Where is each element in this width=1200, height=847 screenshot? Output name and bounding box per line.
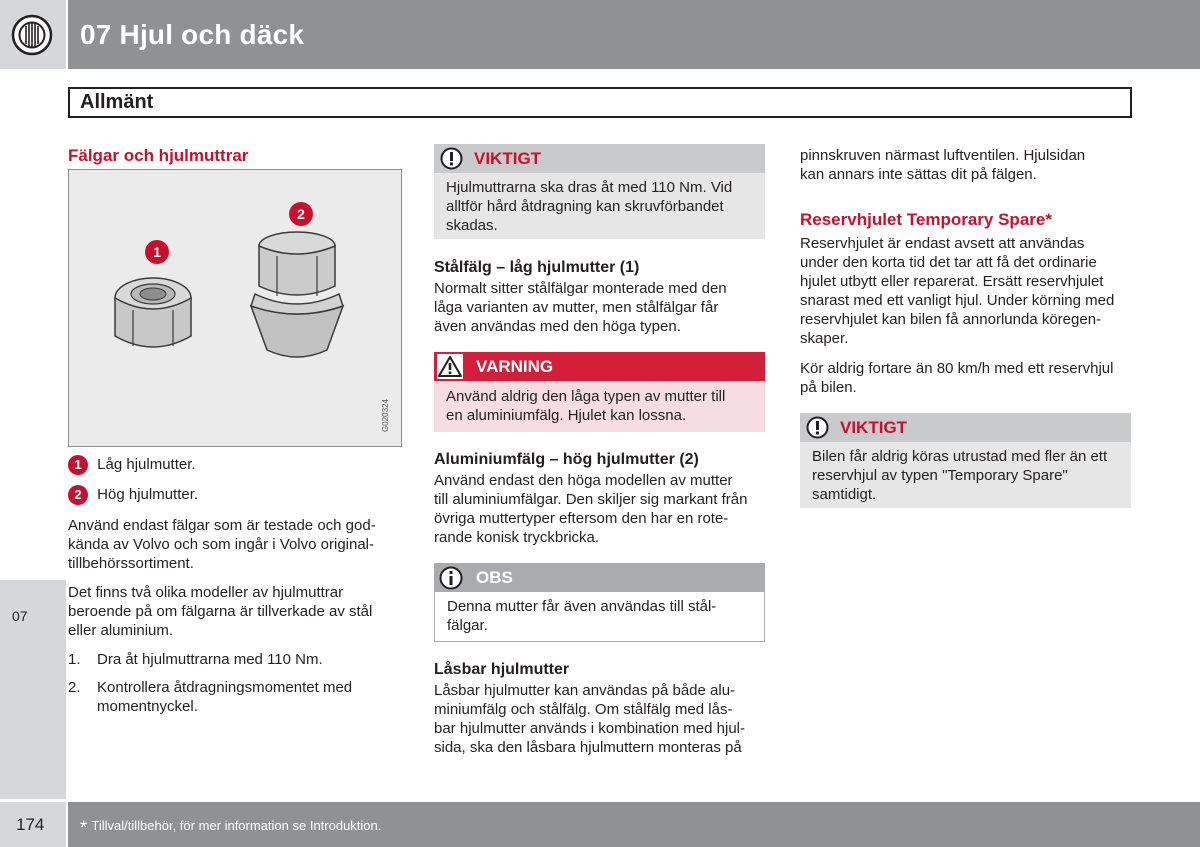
locking-nut-heading: Låsbar hjulmutter: [434, 661, 570, 678]
warning-triangle-icon: [437, 354, 463, 379]
aluminium-rim-paragraph: [434, 471, 779, 547]
paragraph-line: Kör aldrig fortare än 80 km/h med ett reservhjul: [800, 360, 1114, 377]
paragraph-line: tillbehörssortiment.: [68, 555, 194, 572]
chapter-side-tab: [0, 580, 66, 799]
paragraph-line: sida, ska den låsbara hjulmuttern monteras på: [434, 739, 742, 756]
figure-code: G020324: [381, 399, 390, 432]
paragraph-line: skaper.: [800, 330, 849, 347]
important-notice-body: [434, 173, 765, 239]
paragraph-line: snarast med ett vanligt hjul. Under körning med: [800, 292, 1115, 309]
paragraph-line: Använd endast den höga modellen av mutter: [434, 472, 733, 489]
spare-wheel-paragraph-2: [800, 359, 1145, 397]
important-notice-1: [434, 144, 765, 239]
notice-line: Denna mutter får även användas till stål-: [447, 598, 717, 615]
important-notice-header: [434, 144, 765, 173]
paragraph-line: även användas med den höga typen.: [434, 318, 681, 335]
legend-text-2: Hög hjulmutter.: [97, 486, 199, 503]
paragraph-line: pinnskruven närmast luftventilen. Hjulsidan: [800, 147, 1086, 164]
wheel-nut-figure: [68, 169, 402, 447]
important-notice-title: VIKTIGT: [474, 149, 542, 168]
high-nut-drawing: [251, 232, 343, 357]
step-number: 1.: [68, 651, 81, 668]
notice-line: skadas.: [446, 217, 498, 234]
note-notice-header: [434, 563, 765, 592]
continued-paragraph: [800, 146, 1145, 184]
important-notice-2: [800, 413, 1131, 508]
notice-line: Hjulmuttrarna ska dras åt med 110 Nm. Vid: [446, 179, 733, 196]
wheel-icon: [11, 14, 53, 56]
paragraph-line: låga varianten av mutter, men stålfälgar får: [434, 299, 719, 316]
warning-notice-body: [434, 381, 765, 432]
paragraph-line: Det finns två olika modeller av hjulmuttrar: [68, 584, 344, 601]
notice-line: fälgar.: [447, 617, 488, 634]
notice-line: Använd aldrig den låga typen av mutter till: [446, 388, 726, 405]
exclamation-icon: [806, 416, 829, 439]
notice-line: alltför hård åtdragning kan skruvförbandet: [446, 198, 724, 215]
step-text: Dra åt hjulmuttrarna med 110 Nm.: [97, 651, 323, 668]
paragraph-line: eller aluminium.: [68, 622, 174, 639]
paragraph-line: Använd endast fälgar som är testade och god-: [68, 517, 376, 534]
steps-list: [68, 650, 408, 716]
callout-1: [145, 240, 169, 264]
legend-dot-1: 1: [68, 455, 88, 475]
notice-line: Bilen får aldrig köras utrustad med fler än ett: [812, 448, 1108, 465]
warning-notice: [434, 352, 765, 432]
svg-text:2: 2: [297, 206, 305, 222]
exclamation-icon: [440, 147, 463, 170]
steel-rim-heading: Stålfälg – låg hjulmutter (1): [434, 259, 640, 276]
notice-line: en aluminiumfälg. Hjulet kan lossna.: [446, 407, 687, 424]
spare-wheel-paragraph-1: [800, 234, 1145, 348]
paragraph-line: kända av Volvo och som ingår i Volvo original-: [68, 536, 375, 553]
aluminium-rim-heading: Aluminiumfälg – hög hjulmutter (2): [434, 451, 699, 468]
note-notice-body: [434, 592, 765, 642]
footnote: [80, 818, 381, 840]
step-item-2: [68, 678, 408, 716]
chapter-tab-label: 07: [12, 608, 28, 624]
paragraph-line: Reservhjulet är endast avsett att användas: [800, 235, 1085, 252]
legend-item-1: [68, 455, 196, 475]
important-notice-body: [800, 442, 1131, 508]
notice-line: samtidigt.: [812, 486, 877, 503]
note-notice: [434, 563, 765, 642]
callout-2: [289, 202, 313, 226]
svg-text:1: 1: [153, 244, 161, 260]
legend-text-1: Låg hjulmutter.: [97, 456, 196, 473]
paragraph-line: Normalt sitter stålfälgar monterade med den: [434, 280, 727, 297]
step-number: 2.: [68, 679, 81, 696]
warning-notice-title: VARNING: [476, 357, 554, 376]
low-nut-drawing: [115, 278, 191, 347]
important-notice-header: [800, 413, 1131, 442]
paragraph-line: kan annars inte sättas dit på fälgen.: [800, 166, 1037, 183]
steel-rim-paragraph: [434, 279, 774, 336]
note-notice-title: OBS: [476, 568, 513, 587]
important-notice-title: VIKTIGT: [840, 418, 908, 437]
spare-wheel-heading: Reservhjulet Temporary Spare*: [800, 210, 1052, 229]
legend-dot-2: 2: [68, 485, 88, 505]
approved-rims-paragraph: [68, 516, 408, 573]
notice-line: reservhjul av typen "Temporary Spare": [812, 467, 1068, 484]
paragraph-line: bar hjulmutter används i kombination med hjul-: [434, 720, 745, 737]
paragraph-line: Låsbar hjulmutter kan användas på både alu-: [434, 682, 736, 699]
page-number: 174: [16, 815, 45, 834]
paragraph-line: rande konisk tryckbricka.: [434, 529, 600, 546]
info-icon: [439, 566, 463, 590]
step-text-line: momentnyckel.: [97, 698, 198, 715]
warning-notice-header: [434, 352, 765, 381]
step-text-line: Kontrollera åtdragningsmomentet med: [97, 679, 353, 696]
footnote-text: Tillval/tillbehör, för mer information se Introduktion.: [91, 818, 382, 833]
step-item-1: [68, 650, 408, 678]
paragraph-line: till aluminiumfälgar. Den skiljer sig markant från: [434, 491, 748, 508]
section-title: Allmänt: [80, 91, 154, 113]
paragraph-line: hjulet utbytt eller reparerat. Ersätt reservhjulet: [800, 273, 1104, 290]
step-text: [97, 678, 408, 716]
chapter-title: 07 Hjul och däck: [80, 19, 305, 50]
nut-models-paragraph: [68, 583, 408, 640]
legend-item-2: [68, 485, 198, 505]
wheel-nut-illustration: [69, 170, 401, 446]
locking-nut-paragraph: [434, 681, 779, 757]
footnote-star: *: [80, 818, 88, 839]
paragraph-line: reservhjulet kan bilen få annorlunda köregen-: [800, 311, 1102, 328]
wheel-nuts-heading: Fälgar och hjulmuttrar: [68, 146, 249, 165]
paragraph-line: under den korta tid det tar att få det ordinarie: [800, 254, 1097, 271]
paragraph-line: övriga muttertyper eftersom den har en rote-: [434, 510, 729, 527]
section-title-box: [68, 87, 1132, 118]
paragraph-line: miniumfälg och stålfälg. Om stålfälg med lås-: [434, 701, 733, 718]
paragraph-line: beroende på om fälgarna är tillverkade av stål: [68, 603, 373, 620]
paragraph-line: på bilen.: [800, 379, 857, 396]
